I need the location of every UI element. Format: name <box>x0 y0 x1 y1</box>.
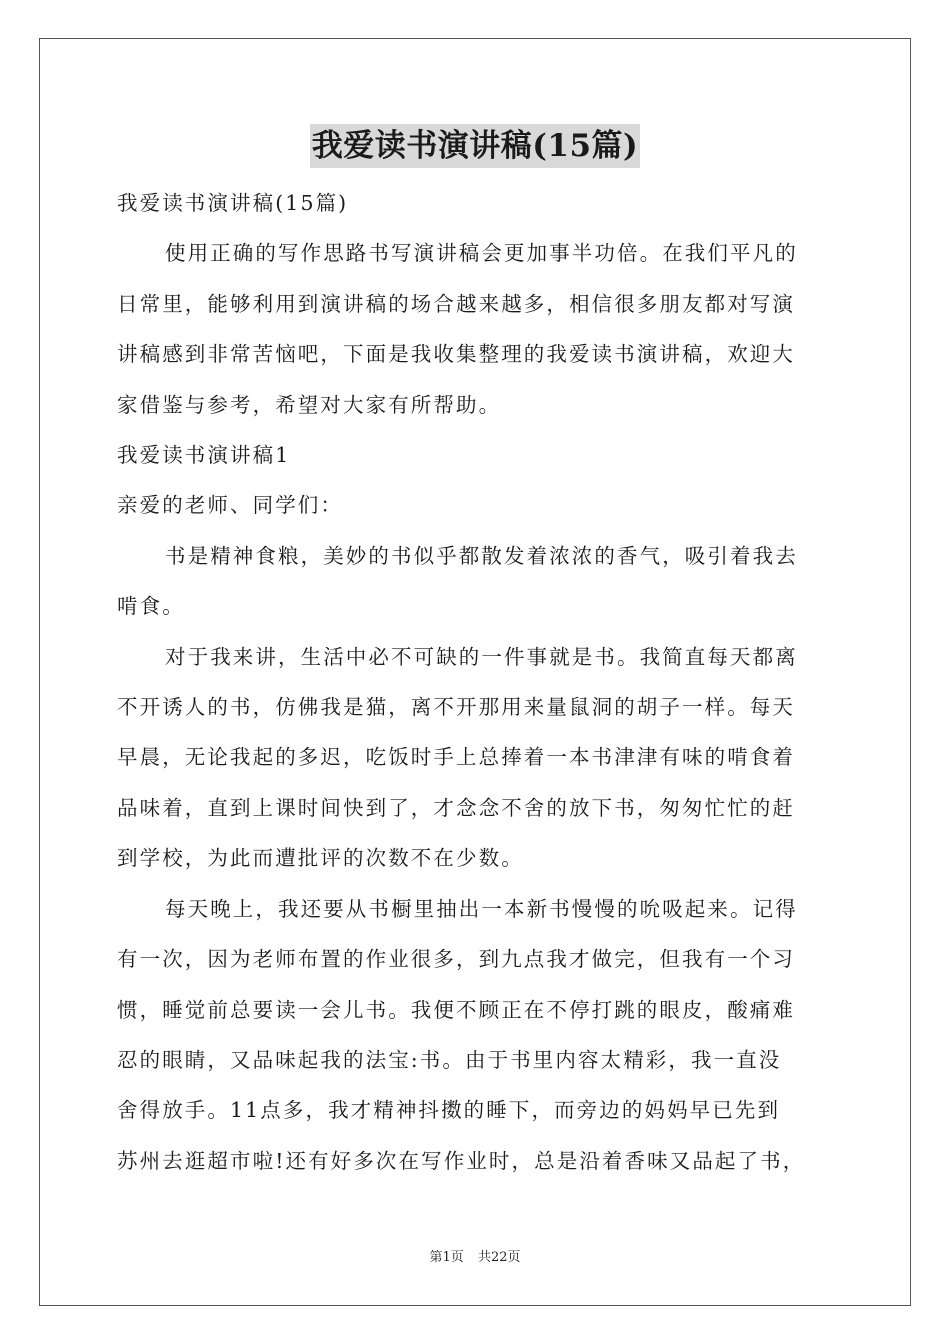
text-line: 家借鉴与参考，希望对大家有所帮助。 <box>117 392 502 417</box>
text-line: 忍的眼睛，又品味起我的法宝:书。由于书里内容太精彩，我一直没 <box>117 1047 782 1072</box>
text-line: 早晨，无论我起的多迟，吃饭时手上总捧着一本书津津有味的啃食着 <box>117 745 795 770</box>
text-line: 日常里，能够利用到演讲稿的场合越来越多，相信很多朋友都对写演 <box>117 291 795 316</box>
document-title: 我爱读书演讲稿(15篇) <box>310 124 640 168</box>
text-line: 惯，睡觉前总要读一会儿书。我便不顾正在不停打跳的眼皮，酸痛难 <box>117 997 795 1022</box>
text-line: 苏州去逛超市啦!还有好多次在写作业时，总是沿着香味又品起了书， <box>117 1148 806 1173</box>
text-line: 讲稿感到非常苦恼吧，下面是我收集整理的我爱读书演讲稿，欢迎大 <box>117 342 795 367</box>
text-line: 我爱读书演讲稿(15篇) <box>117 191 349 215</box>
text-line: 对于我来讲，生活中必不可缺的一件事就是书。我简直每天都离 <box>165 644 798 669</box>
text-line: 舍得放手。11点多，我才精神抖擞的睡下，而旁边的妈妈早已先到 <box>117 1098 781 1123</box>
title-container <box>0 124 950 168</box>
text-line: 不开诱人的书，仿佛我是猫，离不开那用来量鼠洞的胡子一样。每天 <box>117 695 795 720</box>
page-total: 共22页 <box>477 1250 521 1265</box>
page-footer <box>0 1246 950 1265</box>
text-line: 书是精神食粮，美妙的书似乎都散发着浓浓的香气，吸引着我去 <box>165 543 798 568</box>
text-line: 有一次，因为老师布置的作业很多，到九点我才做完，但我有一个习 <box>117 947 795 972</box>
text-line: 使用正确的写作思路书写演讲稿会更加事半功倍。在我们平凡的 <box>165 241 798 266</box>
text-line: 每天晚上，我还要从书橱里抽出一本新书慢慢的吮吸起来。记得 <box>165 896 798 921</box>
text-line: 到学校，为此而遭批评的次数不在少数。 <box>117 846 524 871</box>
text-line: 品味着，直到上课时间快到了，才念念不舍的放下书，匆匆忙忙的赶 <box>117 795 795 820</box>
page-number: 第1页 <box>429 1250 464 1265</box>
text-line: 亲爱的老师、同学们： <box>117 493 343 518</box>
document-body <box>117 178 833 1186</box>
text-line: 啃食。 <box>117 594 185 619</box>
text-line: 我爱读书演讲稿1 <box>117 443 291 468</box>
